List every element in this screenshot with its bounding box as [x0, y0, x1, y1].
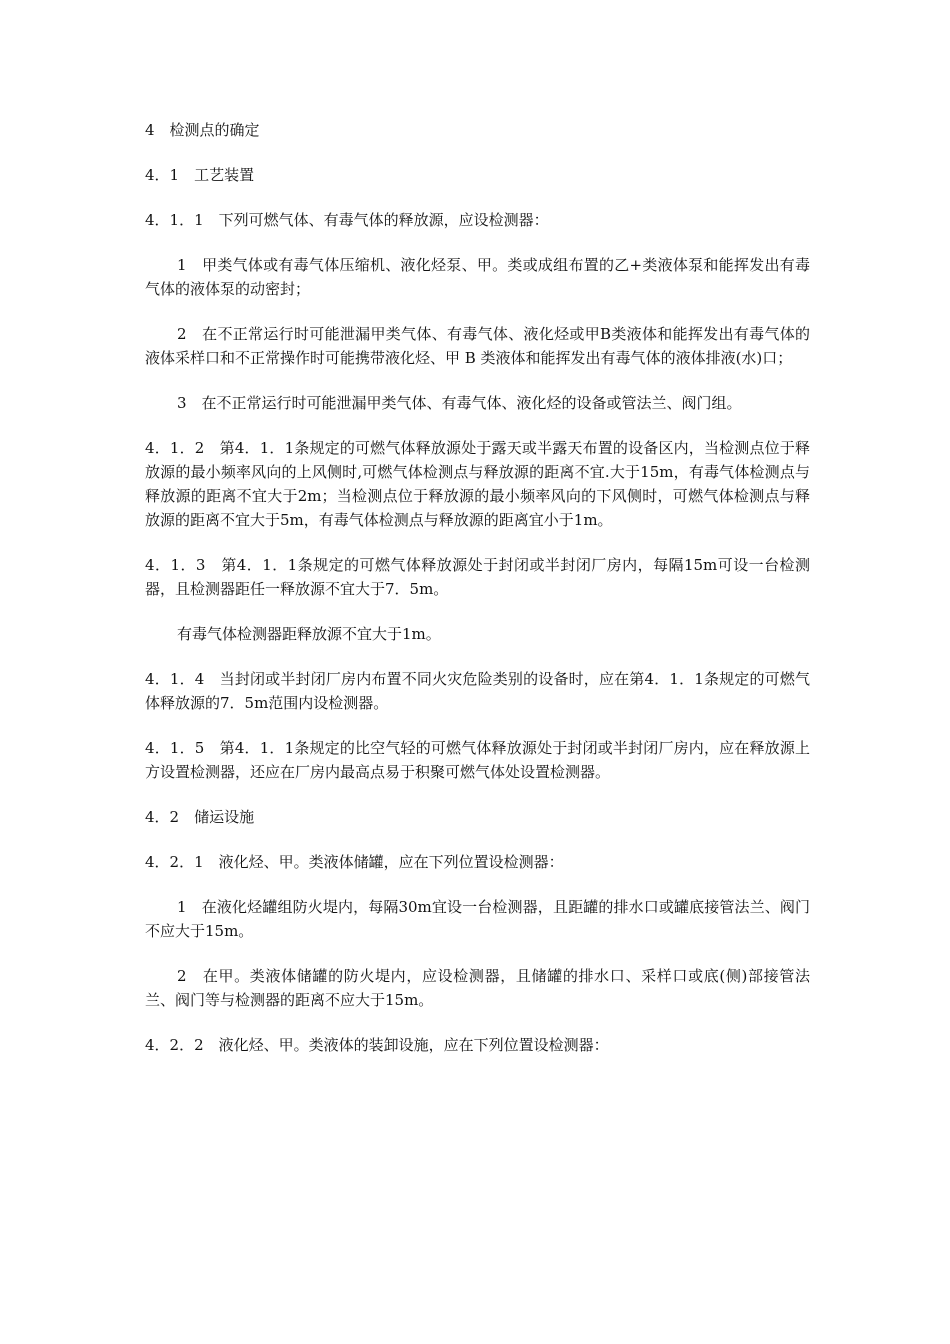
clause-paragraph: 4．1．4 当封闭或半封闭厂房内布置不同火灾危险类别的设备时，应在第4．1．1条规定的可燃气体释放源的7．5m范围内设检测器。 — [145, 670, 810, 712]
list-item-paragraph: 1 甲类气体或有毒气体压缩机、液化烃泵、甲。类或成组布置的乙+类液体泵和能挥发出有毒气体的液体泵的动密封； — [145, 256, 810, 298]
list-item-paragraph: 2 在甲。类液体储罐的防火堤内，应设检测器，且储罐的排水口、采样口或底(侧)部接管法兰、阀门等与检测器的距离不应大于15m。 — [145, 967, 810, 1009]
list-item-paragraph: 1 在液化烃罐组防火堤内，每隔30m宜设一台检测器，且距罐的排水口或罐底接管法兰、阀门不应大于15m。 — [145, 898, 810, 940]
subsection-heading: 4．2 储运设施 — [145, 808, 255, 826]
section-heading: 4 检测点的确定 — [145, 121, 260, 139]
clause-paragraph: 4．1．5 第4．1．1条规定的比空气轻的可燃气体释放源处于封闭或半封闭厂房内，应在释放源上方设置检测器，还应在厂房内最高点易于积聚可燃气体处设置检测器。 — [145, 739, 810, 781]
clause-paragraph: 4．2．1 液化烃、甲。类液体储罐，应在下列位置设检测器： — [145, 853, 564, 871]
clause-paragraph: 4．1．1 下列可燃气体、有毒气体的释放源，应设检测器： — [145, 211, 549, 229]
subsection-heading: 4．1 工艺装置 — [145, 166, 255, 184]
list-item-paragraph: 2 在不正常运行时可能泄漏甲类气体、有毒气体、液化烃或甲B类液体和能挥发出有毒气体的液体采样口和不正常操作时可能携带液化烃、甲 B 类液体和能挥发出有毒气体的液体排液(水)口； — [145, 325, 810, 367]
list-item-paragraph: 3 在不正常运行时可能泄漏甲类气体、有毒气体、液化烃的设备或管法兰、阀门组。 — [177, 394, 742, 412]
note-paragraph: 有毒气体检测器距释放源不宜大于1m。 — [177, 625, 441, 643]
clause-paragraph: 4．1．3 第4．1．1条规定的可燃气体释放源处于封闭或半封闭厂房内，每隔15m可设一台检测器，且检测器距任一释放源不宜大于7．5m。 — [145, 556, 810, 598]
clause-paragraph: 4．2．2 液化烃、甲。类液体的装卸设施，应在下列位置设检测器： — [145, 1036, 609, 1054]
document-body — [145, 118, 810, 1078]
clause-paragraph: 4．1．2 第4．1．1条规定的可燃气体释放源处于露天或半露天布置的设备区内，当检测点位于释放源的最小频率风向的上风侧时,可燃气体检测点与释放源的距离不宜.大于15m，有毒气体检测点与释放源的距离不宜大于2m；当检测点位于释放源的最小频率风向的下风侧时，可燃气体检测点与释放源的距离不宜大于5m，有毒气体检测点与释放源的距离宜小于1m。 — [145, 439, 810, 529]
